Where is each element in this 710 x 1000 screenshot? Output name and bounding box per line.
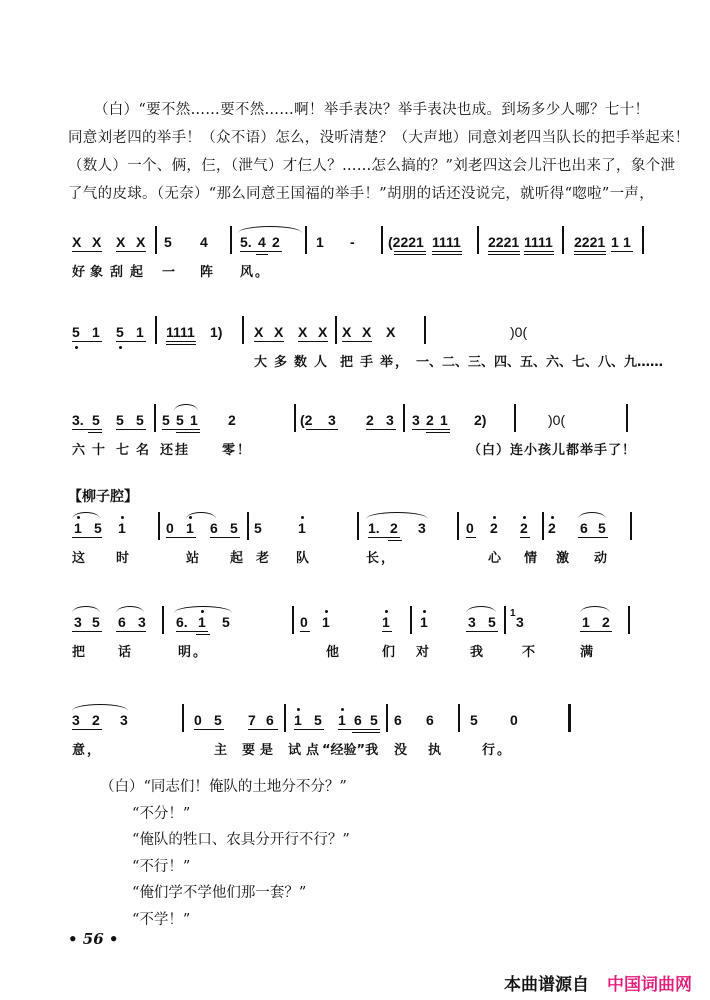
lyric: 我 xyxy=(470,645,486,660)
note: 3 xyxy=(468,614,476,630)
note: 5 xyxy=(488,614,496,630)
note: 1 xyxy=(198,614,206,630)
lyric: 大 xyxy=(254,355,270,370)
note: 2221 xyxy=(574,234,606,250)
lyric: 激 xyxy=(556,551,572,566)
bar-line xyxy=(335,316,337,344)
prose-line: 了气的皮球。（无奈）“那么同意王国福的举手！”胡朋的话还没说完，就听得“唿啦”一声， xyxy=(68,186,654,202)
note: 1111 xyxy=(524,234,553,250)
notation-staff-5 xyxy=(70,608,650,684)
lyric: 还挂 xyxy=(160,443,191,458)
lyric: 不 xyxy=(522,645,538,660)
lyric: 数 xyxy=(294,355,310,370)
dialog-line: “俺们学不学他们那一套？” xyxy=(132,885,307,901)
note: 5 xyxy=(164,234,172,250)
lyric: 点 xyxy=(306,743,322,758)
lyric: 这 xyxy=(72,551,88,566)
note: 6 xyxy=(210,520,218,536)
section-label: 【柳子腔】 xyxy=(68,489,138,505)
lyric: 话 xyxy=(118,645,134,660)
note: 3 xyxy=(516,614,524,630)
bar-line xyxy=(305,226,307,254)
bar-line xyxy=(630,512,632,540)
notation-staff-6 xyxy=(70,710,650,782)
lyric: 要 xyxy=(242,743,258,758)
note: 1) xyxy=(210,324,223,340)
lyric: 把 xyxy=(72,645,88,660)
bar-line xyxy=(154,404,156,432)
notation-staff-1 xyxy=(70,232,650,304)
note: 5 xyxy=(92,614,100,630)
source-site-link[interactable]: 中国词曲网 xyxy=(607,975,692,995)
lyric: 一 xyxy=(162,265,178,280)
bar-line xyxy=(403,404,405,432)
lyric: 执 xyxy=(428,743,444,758)
page-number: • 56 • xyxy=(68,930,119,948)
note: 1 xyxy=(186,520,194,536)
lyric: 长， xyxy=(366,551,397,566)
note: 6 xyxy=(394,712,402,728)
note: 1111 xyxy=(432,234,461,250)
lyric: 手 xyxy=(360,355,376,370)
note: X xyxy=(318,324,328,340)
note: 5 xyxy=(254,520,262,536)
note: 2221 xyxy=(488,234,520,250)
dialog-line: “不行！” xyxy=(132,858,191,875)
note: 6 xyxy=(118,614,126,630)
note: 1 xyxy=(582,614,590,630)
lyric: 对 xyxy=(416,645,432,660)
bar-line xyxy=(155,226,157,254)
prose-line: （数人）一个、俩，仨，（泄气）才仨人？……怎么搞的？”刘老四这会儿汗也出来了，象个泄 xyxy=(68,158,676,174)
lyric: 名 xyxy=(136,443,152,458)
note: 0 xyxy=(300,614,308,630)
lyric: 起 xyxy=(230,551,246,566)
dialog-block xyxy=(100,774,350,933)
lyric: 动 xyxy=(594,551,610,566)
bar-line xyxy=(514,404,516,432)
lyric: 是 xyxy=(260,743,276,758)
note: 6 xyxy=(354,712,362,728)
lyric: 意， xyxy=(72,743,103,758)
bar-line xyxy=(381,226,383,254)
note: 0 xyxy=(166,520,174,536)
prose-line: （白）“要不然……要不然……啊！举手表决？举手表决也成。到场多少人哪？七十！ xyxy=(94,102,650,118)
note: 3 xyxy=(412,412,420,428)
lyric: 零！ xyxy=(222,443,253,458)
bar-line xyxy=(628,606,630,634)
note: X xyxy=(362,324,372,340)
note: 5 xyxy=(370,712,378,728)
prose-line: 同意刘老四的举手！（众不语）怎么，没听清楚？（大声地）同意刘老四当队长的把手举起来！ xyxy=(68,130,690,146)
note: 6. xyxy=(176,614,188,630)
note: 3 xyxy=(386,412,394,428)
note: 7 xyxy=(248,712,256,728)
bar-line xyxy=(458,704,460,732)
bar-line xyxy=(410,606,412,634)
note: X xyxy=(274,324,284,340)
note: 1 xyxy=(298,520,306,536)
note: X xyxy=(72,234,82,250)
note: 0 xyxy=(194,712,202,728)
note: 3 xyxy=(138,614,146,630)
note: 5 xyxy=(230,520,238,536)
source-label: 本曲谱源自 xyxy=(504,975,589,995)
note: 3 xyxy=(74,614,82,630)
note: 5 xyxy=(176,412,184,428)
note: 2 xyxy=(390,520,398,536)
note: 0 xyxy=(510,712,518,728)
lyric: 老 xyxy=(256,551,272,566)
note: 1 xyxy=(440,412,448,428)
bar-line xyxy=(386,704,388,732)
note: 1 xyxy=(74,520,82,536)
note: 2 xyxy=(520,520,528,536)
grace-note: 1 xyxy=(510,608,516,619)
note: 2 xyxy=(602,614,610,630)
note: 1 xyxy=(136,324,144,340)
note: X xyxy=(342,324,352,340)
bar-line xyxy=(242,316,244,344)
note: 5 xyxy=(314,712,322,728)
dialog-line: “不分！” xyxy=(132,805,191,822)
lyric: 站 xyxy=(186,551,202,566)
note: 5 xyxy=(214,712,222,728)
lyric: 们 xyxy=(382,645,398,660)
bar-line xyxy=(247,512,249,540)
note: 4 xyxy=(200,234,208,250)
bar-line xyxy=(542,512,544,540)
notation-staff-3 xyxy=(70,410,650,482)
lyric: 时 xyxy=(116,551,132,566)
bar-line xyxy=(162,606,164,634)
note: 5 xyxy=(94,520,102,536)
notation-staff-2 xyxy=(70,322,664,394)
lyric: 满 xyxy=(580,645,596,660)
lyric: 行。 xyxy=(482,743,513,758)
note: 3 xyxy=(120,712,128,728)
lyric: 阵 xyxy=(200,265,216,280)
note: (2221 xyxy=(388,234,424,250)
note: 0 xyxy=(466,520,474,536)
note: X xyxy=(136,234,146,250)
lyric: 起 xyxy=(130,265,146,280)
bar-line-final xyxy=(568,704,571,732)
dialog-line: （白）“同志们！俺队的土地分不分？” xyxy=(100,779,347,795)
note: 1 xyxy=(294,712,302,728)
bar-line xyxy=(457,512,459,540)
bar-line xyxy=(424,316,426,344)
lyric: 象 xyxy=(90,265,106,280)
lyric: 主 xyxy=(214,743,230,758)
note: 6 xyxy=(426,712,434,728)
lyric: 一、二、三、四、五、六、七、八、九…… xyxy=(416,355,664,370)
note: 1 xyxy=(190,412,198,428)
bar-line xyxy=(230,226,232,254)
lyric: 把 xyxy=(340,355,356,370)
note: 2 xyxy=(228,412,236,428)
note: 1111 xyxy=(166,324,195,340)
note: 2 xyxy=(548,520,556,536)
note: X xyxy=(116,234,126,250)
note: 2 xyxy=(366,412,374,428)
note: 1 xyxy=(420,614,428,630)
lyric: 七 xyxy=(116,443,132,458)
bar-line xyxy=(292,606,294,634)
note: 1 xyxy=(382,614,390,630)
note: 6 xyxy=(266,712,274,728)
bar-line xyxy=(182,704,184,732)
note: 5 xyxy=(136,412,144,428)
note: 5 xyxy=(598,520,606,536)
note: 1 xyxy=(623,234,631,250)
lyric: 好 xyxy=(72,265,88,280)
note: 5. xyxy=(240,234,252,250)
dialog-line: “俺队的牲口、农具分开行不行？” xyxy=(132,832,350,848)
note: 1 xyxy=(611,234,619,250)
lyric: 人 xyxy=(314,355,330,370)
note: 1 xyxy=(322,614,330,630)
lyric: 心 xyxy=(488,551,504,566)
bar-line xyxy=(642,226,644,254)
note: 4 xyxy=(258,234,266,250)
note: )0( xyxy=(548,412,566,428)
bar-line xyxy=(158,512,160,540)
lyric: 情 xyxy=(524,551,540,566)
note: )0( xyxy=(510,324,528,340)
note: 3 xyxy=(72,712,80,728)
note: 2 xyxy=(92,712,100,728)
lyric: 刮 xyxy=(110,265,126,280)
note: 5 xyxy=(116,324,124,340)
note: X xyxy=(92,234,102,250)
lyric: 明。 xyxy=(178,645,209,660)
note: 3 xyxy=(418,520,426,536)
note: X xyxy=(254,324,264,340)
bar-line xyxy=(357,512,359,540)
lyric: 十 xyxy=(92,443,108,458)
note: 1 xyxy=(118,520,126,536)
bar-line xyxy=(626,404,628,432)
note: 5 xyxy=(92,412,100,428)
note: 1. xyxy=(368,520,380,536)
lyric: 试 xyxy=(288,743,304,758)
source-credit xyxy=(504,970,692,995)
prose-paragraph xyxy=(68,96,690,208)
note: - xyxy=(350,234,355,250)
bar-line xyxy=(562,226,564,254)
note: 1 xyxy=(338,712,346,728)
note: 5 xyxy=(72,324,80,340)
lyric: 风。 xyxy=(240,265,271,280)
lyric: 他 xyxy=(326,645,342,660)
note: 2 xyxy=(490,520,498,536)
bar-line xyxy=(155,316,157,344)
note: 1 xyxy=(92,324,100,340)
note: 5 xyxy=(162,412,170,428)
note: (2 xyxy=(300,412,313,428)
bar-line xyxy=(294,404,296,432)
lyric: 举， xyxy=(380,355,411,370)
note: X xyxy=(298,324,308,340)
lyric: “经验”我 xyxy=(322,743,379,758)
notation-staff-4 xyxy=(70,518,650,590)
note: 2) xyxy=(474,412,487,428)
bar-line xyxy=(284,704,286,732)
note: 2 xyxy=(272,234,280,250)
lyric: （白）连小孩儿都举手了！ xyxy=(468,443,637,458)
bar-line xyxy=(477,226,479,254)
note: 3. xyxy=(72,412,84,428)
lyric: 没 xyxy=(394,743,410,758)
note: 3 xyxy=(328,412,336,428)
bar-line xyxy=(504,606,506,634)
note: 1 xyxy=(316,234,324,250)
lyric: 多 xyxy=(274,355,290,370)
dialog-line: “不学！” xyxy=(132,911,191,928)
note: 6 xyxy=(580,520,588,536)
note: 5 xyxy=(222,614,230,630)
lyric: 队 xyxy=(296,551,312,566)
note: 2 xyxy=(426,412,434,428)
note: X xyxy=(386,324,396,340)
lyric: 六 xyxy=(72,443,88,458)
note: 5 xyxy=(470,712,478,728)
note: 5 xyxy=(116,412,124,428)
